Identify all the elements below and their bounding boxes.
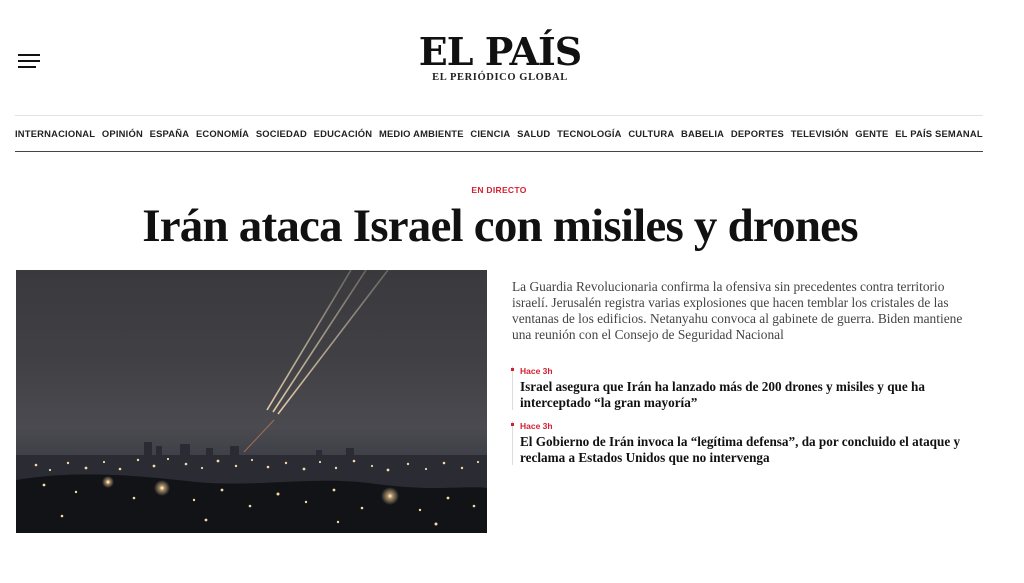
nav-item-babelia[interactable]: BABELIA bbox=[681, 128, 725, 139]
related-story[interactable] bbox=[512, 421, 972, 465]
nav-item-educacion[interactable]: EDUCACIÓN bbox=[313, 128, 373, 139]
nav-item-sociedad[interactable]: SOCIEDAD bbox=[255, 128, 307, 139]
timeline-line bbox=[512, 421, 513, 465]
nav-item-tecnologia[interactable]: TECNOLOGÍA bbox=[557, 128, 622, 139]
related-title-link[interactable]: Israel asegura que Irán ha lanzado más de 200 drones y misiles y que ha interceptado “la gran mayoría” bbox=[520, 379, 925, 410]
timeline-line bbox=[512, 366, 513, 410]
night-city-interception-image bbox=[16, 270, 487, 533]
nav-item-el-pais-semanal[interactable]: EL PAÍS SEMANAL bbox=[895, 128, 983, 139]
nav-item-internacional[interactable]: INTERNACIONAL bbox=[15, 128, 96, 139]
site-logo[interactable] bbox=[0, 30, 1000, 83]
timeline-dot bbox=[511, 368, 514, 371]
timeline-dot bbox=[511, 423, 514, 426]
live-kicker[interactable]: EN DIRECTO bbox=[471, 185, 527, 195]
nav-item-economia[interactable]: ECONOMÍA bbox=[195, 128, 250, 139]
lead-standfirst: La Guardia Revolucionaria confirma la ofensiva sin precedentes contra territorio israelí. Jerusalén registra varias explosiones que hacen temblar los cristales de las ventanas de los edificios. Netanyahu convoca al gabinete de guerra. Biden mantiene una reunión con el Consejo de Seguridad Nacional bbox=[512, 279, 963, 342]
nav-item-opinion[interactable]: OPINIÓN bbox=[101, 128, 143, 139]
logo-subtitle: EL PERIÓDICO GLOBAL bbox=[432, 72, 568, 83]
related-time: Hace 3h bbox=[520, 366, 553, 376]
nav-item-medio-ambiente[interactable]: MEDIO AMBIENTE bbox=[378, 128, 464, 139]
section-nav bbox=[15, 115, 983, 152]
lead-photo[interactable] bbox=[16, 270, 487, 533]
nav-item-espana[interactable]: ESPAÑA bbox=[149, 128, 190, 139]
related-title-link[interactable]: El Gobierno de Irán invoca la “legítima defensa”, da por concluido el ataque y reclama a Estados Unidos que no intervenga bbox=[520, 434, 961, 465]
lead-headline[interactable]: Irán ataca Israel con misiles y drones bbox=[142, 200, 858, 252]
nav-item-salud[interactable]: SALUD bbox=[517, 128, 551, 139]
nav-item-television[interactable]: TELEVISIÓN bbox=[790, 128, 849, 139]
nav-item-gente[interactable]: GENTE bbox=[855, 128, 889, 139]
logo-title: EL PAÍS bbox=[418, 29, 582, 74]
nav-item-deportes[interactable]: DEPORTES bbox=[730, 128, 785, 139]
nav-item-cultura[interactable]: CULTURA bbox=[628, 128, 675, 139]
related-story[interactable] bbox=[512, 366, 972, 410]
nav-item-ciencia[interactable]: CIENCIA bbox=[470, 128, 511, 139]
related-time: Hace 3h bbox=[520, 421, 553, 431]
